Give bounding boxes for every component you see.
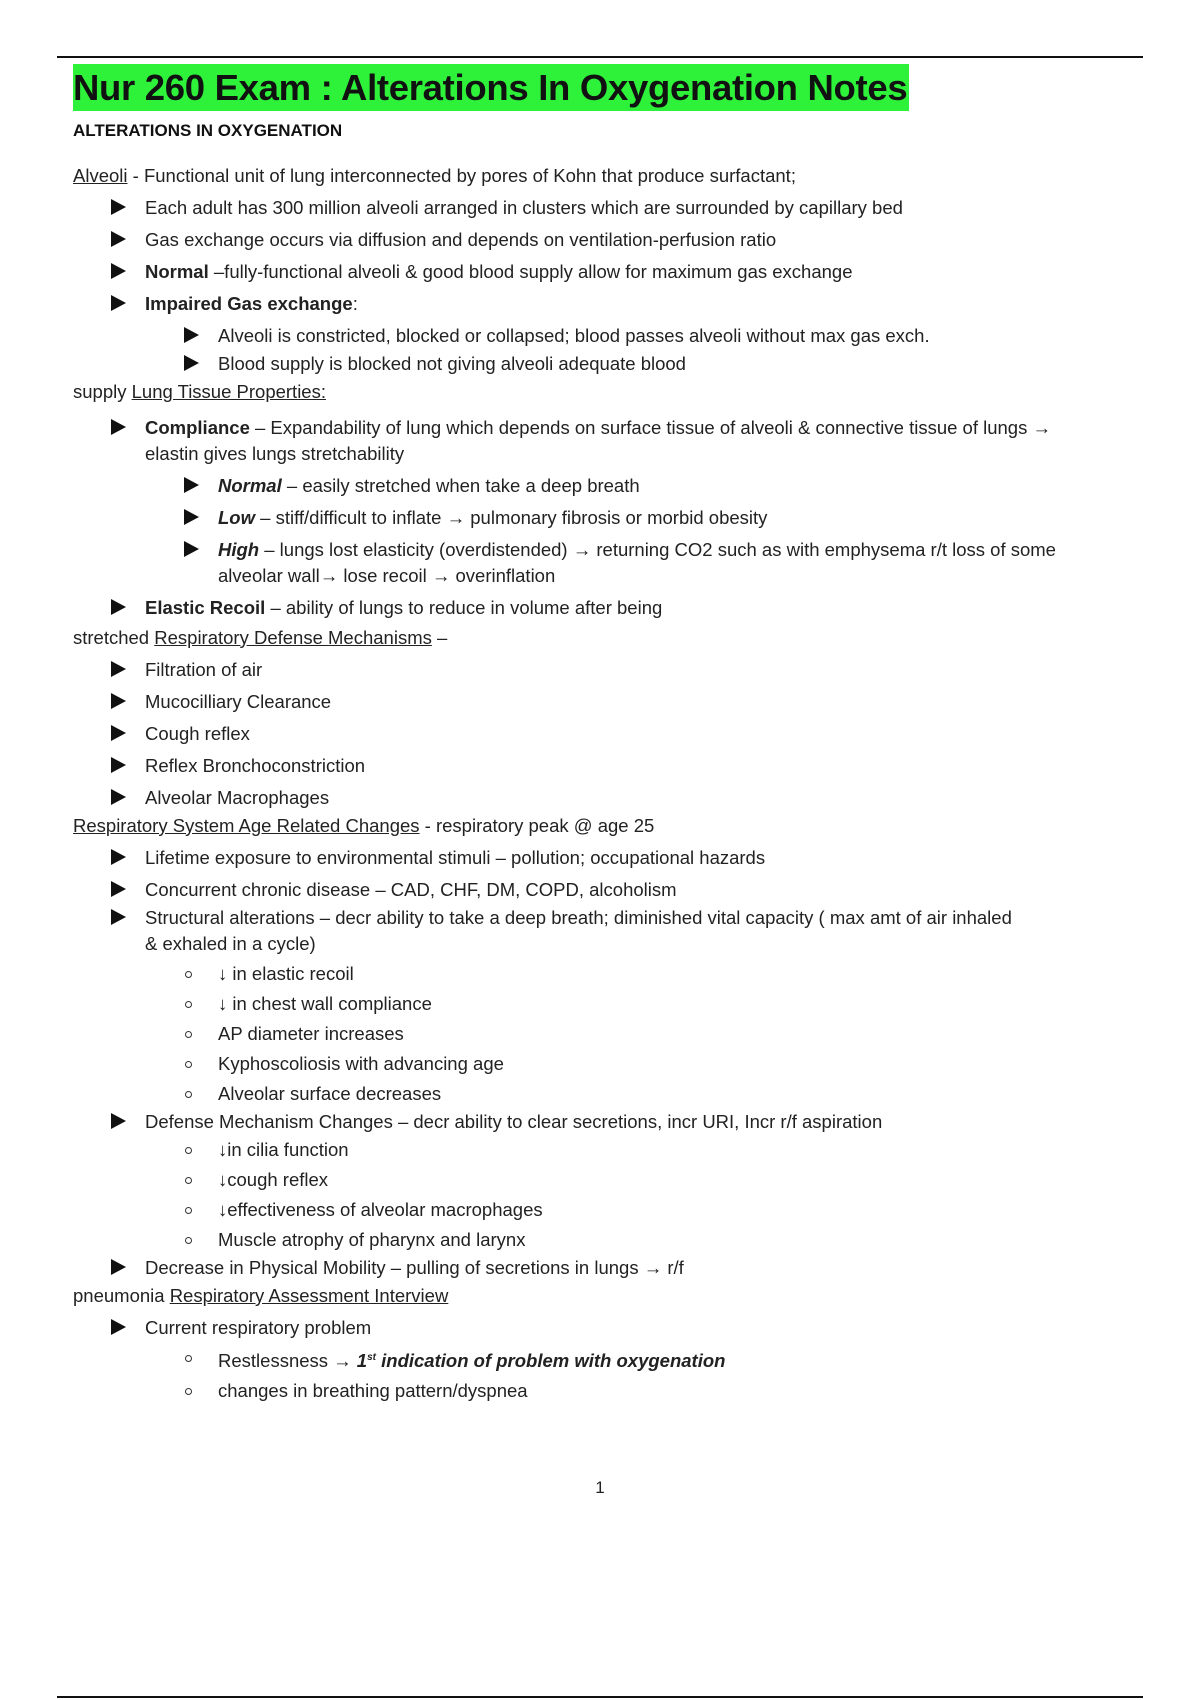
alveoli-definition: - Functional unit of lung interconnected by pores of Kohn that produce surfactant; bbox=[127, 164, 796, 186]
section-heading: Respiratory System Age Related Changes bbox=[73, 814, 420, 836]
item-text: Alveoli is constricted, blocked or collapsed; blood passes alveoli without max gas exch. bbox=[218, 324, 930, 346]
item-text: ↓ in chest wall compliance bbox=[218, 992, 432, 1014]
item-text: ↓effectiveness of alveolar macrophages bbox=[218, 1198, 543, 1220]
item-text: Concurrent chronic disease – CAD, CHF, DM, COPD, alcoholism bbox=[145, 878, 677, 900]
triangle-bullet-icon bbox=[111, 725, 126, 741]
document-body bbox=[73, 64, 1143, 1404]
item-text: : bbox=[352, 292, 358, 314]
sub-list-item bbox=[73, 1081, 1143, 1107]
triangle-bullet-icon bbox=[111, 231, 126, 247]
sub-list-item bbox=[73, 537, 1143, 589]
triangle-bullet-icon bbox=[111, 693, 126, 709]
sub-list-item bbox=[73, 1021, 1143, 1047]
heading-tail: - respiratory peak @ age 25 bbox=[419, 814, 655, 836]
item-text: Muscle atrophy of pharynx and larynx bbox=[218, 1228, 526, 1250]
circle-bullet-icon bbox=[185, 1207, 192, 1214]
item-text: Restlessness → bbox=[218, 1349, 357, 1371]
section-heading: Respiratory Defense Mechanisms bbox=[154, 626, 432, 648]
item-text: Alveolar surface decreases bbox=[218, 1082, 442, 1104]
defense-heading-line bbox=[73, 625, 1143, 651]
triangle-bullet-icon bbox=[111, 789, 126, 805]
sub-list-item bbox=[73, 1345, 1143, 1374]
page-number: 1 bbox=[595, 1478, 605, 1497]
circle-bullet-icon bbox=[185, 1147, 192, 1154]
item-text: Blood supply is blocked not giving alveoli adequate blood bbox=[218, 352, 686, 374]
item-text-cont: alveolar wall→ lose recoil → overinflation bbox=[218, 564, 556, 586]
circle-bullet-icon bbox=[185, 1355, 192, 1362]
item-text: Gas exchange occurs via diffusion and depends on ventilation-perfusion ratio bbox=[145, 228, 777, 250]
age-heading-line bbox=[73, 813, 1143, 839]
lung-tissue-heading-line bbox=[73, 379, 1143, 405]
subtitle: ALTERATIONS IN OXYGENATION bbox=[73, 120, 343, 140]
item-term: Elastic Recoil bbox=[145, 596, 266, 618]
triangle-bullet-icon bbox=[184, 541, 199, 557]
item-text: Filtration of air bbox=[145, 658, 263, 680]
heading-tail: – bbox=[431, 626, 448, 648]
item-text: Mucocilliary Clearance bbox=[145, 690, 332, 712]
emphasis-text: indication of problem with oxygenation bbox=[376, 1349, 726, 1371]
list-item bbox=[73, 753, 1143, 779]
list-item bbox=[73, 415, 1143, 467]
top-rule bbox=[57, 56, 1143, 58]
triangle-bullet-icon bbox=[111, 419, 126, 435]
section-heading: Lung Tissue Properties: bbox=[131, 380, 326, 402]
triangle-bullet-icon bbox=[111, 599, 126, 615]
triangle-bullet-icon bbox=[111, 199, 126, 215]
item-text: Current respiratory problem bbox=[145, 1316, 372, 1338]
triangle-bullet-icon bbox=[111, 263, 126, 279]
item-text: Cough reflex bbox=[145, 722, 250, 744]
circle-bullet-icon bbox=[185, 1091, 192, 1098]
triangle-bullet-icon bbox=[111, 1113, 126, 1129]
triangle-bullet-icon bbox=[111, 1259, 126, 1275]
sub-list-item bbox=[73, 1227, 1143, 1253]
ordinal-number: 1 bbox=[356, 1349, 368, 1371]
triangle-bullet-icon bbox=[184, 477, 199, 493]
sub-list-item bbox=[73, 473, 1143, 499]
item-text: Defense Mechanism Changes – decr ability to clear secretions, incr URI, Incr r/f aspiration bbox=[145, 1110, 883, 1132]
item-text: Decrease in Physical Mobility – pulling of secretions in lungs → r/f bbox=[145, 1256, 684, 1278]
circle-bullet-icon bbox=[185, 1388, 192, 1395]
item-text-cont: elastin gives lungs stretchability bbox=[145, 442, 405, 464]
triangle-bullet-icon bbox=[184, 355, 199, 371]
sub-list-item bbox=[73, 351, 1143, 377]
triangle-bullet-icon bbox=[184, 509, 199, 525]
lead-text: supply bbox=[73, 380, 132, 402]
list-item bbox=[73, 195, 1143, 221]
sub-list-item bbox=[73, 991, 1143, 1017]
item-term: Low bbox=[218, 506, 255, 528]
list-item bbox=[73, 905, 1143, 957]
item-text: AP diameter increases bbox=[218, 1022, 404, 1044]
list-item bbox=[73, 721, 1143, 747]
item-text: Reflex Bronchoconstriction bbox=[145, 754, 366, 776]
list-item bbox=[73, 845, 1143, 871]
item-term: Impaired Gas exchange bbox=[145, 292, 353, 314]
item-term: Normal bbox=[218, 474, 282, 496]
alveoli-term: Alveoli bbox=[73, 164, 128, 186]
triangle-bullet-icon bbox=[111, 881, 126, 897]
triangle-bullet-icon bbox=[111, 849, 126, 865]
sub-list-item bbox=[73, 1051, 1143, 1077]
item-text: Structural alterations – decr ability to take a deep breath; diminished vital capacity ( max amt of air inhaled bbox=[145, 906, 1012, 928]
item-text: Each adult has 300 million alveoli arranged in clusters which are surrounded by capillary bed bbox=[145, 196, 903, 218]
item-text: changes in breathing pattern/dyspnea bbox=[218, 1379, 528, 1401]
item-text: Kyphoscoliosis with advancing age bbox=[218, 1052, 504, 1074]
ordinal-suffix: st bbox=[367, 1351, 376, 1363]
interview-heading-line bbox=[73, 1283, 1143, 1309]
list-item bbox=[73, 1315, 1143, 1341]
sub-list-item bbox=[73, 1167, 1143, 1193]
sub-list-item bbox=[73, 1137, 1143, 1163]
item-term: Compliance bbox=[145, 416, 250, 438]
item-text: – lungs lost elasticity (overdistended) → returning CO2 such as with emphysema r/t loss of some bbox=[259, 538, 1056, 560]
circle-bullet-icon bbox=[185, 1001, 192, 1008]
circle-bullet-icon bbox=[185, 1237, 192, 1244]
item-text: –fully-functional alveoli & good blood supply allow for maximum gas exchange bbox=[208, 260, 853, 282]
item-term: High bbox=[218, 538, 260, 560]
item-text: Alveolar Macrophages bbox=[145, 786, 330, 808]
circle-bullet-icon bbox=[185, 971, 192, 978]
item-text: – Expandability of lung which depends on surface tissue of alveoli & connective tissue of lungs → bbox=[249, 416, 1051, 438]
triangle-bullet-icon bbox=[111, 661, 126, 677]
triangle-bullet-icon bbox=[111, 1319, 126, 1335]
list-item bbox=[73, 785, 1143, 811]
circle-bullet-icon bbox=[185, 1031, 192, 1038]
lead-text: stretched bbox=[73, 626, 155, 648]
bottom-rule bbox=[57, 1696, 1143, 1698]
item-text: – stiff/difficult to inflate → pulmonary fibrosis or morbid obesity bbox=[255, 506, 768, 528]
list-item bbox=[73, 291, 1143, 317]
list-item bbox=[73, 1109, 1143, 1135]
item-text: – easily stretched when take a deep breath bbox=[281, 474, 640, 496]
list-item bbox=[73, 1255, 1143, 1281]
sub-list-item bbox=[73, 1197, 1143, 1223]
sub-list-item bbox=[73, 505, 1143, 531]
alveoli-paragraph bbox=[73, 163, 1143, 189]
sub-list-item bbox=[73, 1378, 1143, 1404]
triangle-bullet-icon bbox=[111, 757, 126, 773]
list-item bbox=[73, 689, 1143, 715]
lead-text: pneumonia bbox=[73, 1284, 170, 1306]
item-text: ↓cough reflex bbox=[218, 1168, 329, 1190]
circle-bullet-icon bbox=[185, 1177, 192, 1184]
page-title: Nur 260 Exam : Alterations In Oxygenation Notes bbox=[73, 64, 909, 111]
item-text: ↓ in elastic recoil bbox=[218, 962, 354, 984]
item-text: ↓in cilia function bbox=[218, 1138, 349, 1160]
list-item bbox=[73, 877, 1143, 903]
list-item bbox=[73, 657, 1143, 683]
circle-bullet-icon bbox=[185, 1061, 192, 1068]
list-item bbox=[73, 595, 1143, 621]
triangle-bullet-icon bbox=[111, 909, 126, 925]
item-text-cont: & exhaled in a cycle) bbox=[145, 932, 316, 954]
list-item bbox=[73, 227, 1143, 253]
sub-list-item bbox=[73, 961, 1143, 987]
item-text: – ability of lungs to reduce in volume after being bbox=[265, 596, 663, 618]
section-heading: Respiratory Assessment Interview bbox=[169, 1284, 449, 1306]
list-item bbox=[73, 259, 1143, 285]
item-text: Lifetime exposure to environmental stimuli – pollution; occupational hazards bbox=[145, 846, 766, 868]
triangle-bullet-icon bbox=[111, 295, 126, 311]
sub-list-item bbox=[73, 323, 1143, 349]
triangle-bullet-icon bbox=[184, 327, 199, 343]
item-term: Normal bbox=[145, 260, 209, 282]
